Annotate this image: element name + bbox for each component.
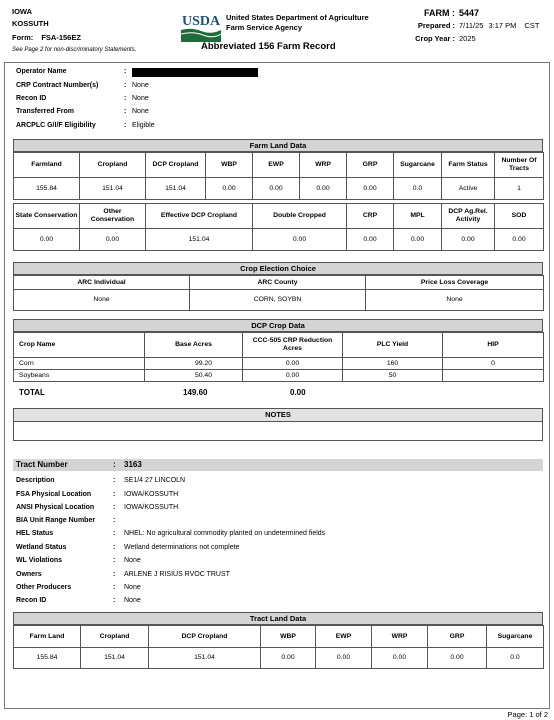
colon: : <box>113 544 116 551</box>
table-row <box>14 370 544 382</box>
column-header: GRP <box>347 153 394 178</box>
table-cell: None <box>366 290 544 311</box>
column-header: Cropland <box>81 626 149 648</box>
field-value: None <box>124 597 141 604</box>
field-label: Recon ID <box>16 597 47 604</box>
field-value: None <box>132 108 149 115</box>
dcp-crop-title: DCP Crop Data <box>13 319 543 332</box>
table-cell: 0.00 <box>347 229 394 251</box>
tract-land-data-title: Tract Land Data <box>13 612 543 625</box>
form-label: Form: <box>12 33 34 42</box>
table-cell: 0.00 <box>253 178 300 200</box>
column-header: DCP Ag.Rel. Activity <box>442 204 495 229</box>
field-label: Owners <box>16 571 42 578</box>
farm-land-header-row-2 <box>14 204 544 229</box>
farm-land-value-row-2 <box>14 229 544 251</box>
column-header: PLC Yield <box>343 333 443 358</box>
column-header: EWP <box>316 626 372 648</box>
colon: : <box>113 460 116 469</box>
prepared-date: 7/11/25 <box>459 21 484 30</box>
page-number: Page: 1 of 2 <box>507 710 548 719</box>
farm-land-table-2 <box>13 203 544 251</box>
total-label: TOTAL <box>19 388 45 397</box>
column-header: GRP <box>428 626 487 648</box>
table-cell: 0.00 <box>316 648 372 669</box>
colon: : <box>124 82 127 89</box>
field-value: IOWA/KOSSUTH <box>124 491 179 498</box>
column-header: DCP Cropland <box>146 153 206 178</box>
table-cell: 0.00 <box>442 229 495 251</box>
colon: : <box>124 108 127 115</box>
farm-land-value-row <box>14 178 544 200</box>
field-label: Recon ID <box>16 95 47 102</box>
column-header: Farm Status <box>442 153 495 178</box>
table-cell: 0.00 <box>80 229 146 251</box>
crop-election-title: Crop Election Choice <box>13 262 543 275</box>
field-label: Operator Name <box>16 68 67 75</box>
colon: : <box>113 477 116 484</box>
table-cell: 0.00 <box>300 178 347 200</box>
table-cell: 160 <box>343 358 443 370</box>
tract-number: 3163 <box>124 460 142 469</box>
column-header: State Conservation <box>14 204 80 229</box>
field-value: Wetland determinations not complete <box>124 544 240 551</box>
colon: : <box>113 597 116 604</box>
table-cell: 151.04 <box>80 178 146 200</box>
table-cell: 151.04 <box>149 648 261 669</box>
column-header: Number Of Tracts <box>495 153 544 178</box>
table-cell: 0.00 <box>428 648 487 669</box>
table-cell: 0.00 <box>372 648 428 669</box>
tract-land-table <box>13 625 544 669</box>
column-header: WRP <box>300 153 347 178</box>
field-label: CRP Contract Number(s) <box>16 82 99 89</box>
field-label: ANSI Physical Location <box>16 504 95 511</box>
column-header: Farmland <box>14 153 80 178</box>
crop-election-header-row <box>14 276 544 290</box>
field-value: SE1/4 27 LINCOLN <box>124 477 186 484</box>
farm-land-data-title: Farm Land Data <box>13 139 543 152</box>
record-title: Abbreviated 156 Farm Record <box>201 41 336 52</box>
usda-logo <box>181 12 221 42</box>
column-header: Crop Name <box>14 333 145 358</box>
field-value: IOWA/KOSSUTH <box>124 504 179 511</box>
colon: : <box>113 557 116 564</box>
column-header: CRP <box>347 204 394 229</box>
table-cell: 0.00 <box>261 648 316 669</box>
column-header: HIP <box>443 333 544 358</box>
crop-election-value-row <box>14 290 544 311</box>
table-cell: 155.84 <box>14 648 81 669</box>
column-header: DCP Cropland <box>149 626 261 648</box>
table-cell: 151.04 <box>146 178 206 200</box>
tract-number-bar <box>13 459 543 471</box>
nondiscrimination-note: See Page 2 for non-discriminatory Statements. <box>12 47 137 53</box>
field-value: None <box>124 584 141 591</box>
table-cell: CORN, SOYBN <box>190 290 366 311</box>
column-header: Double Cropped <box>253 204 347 229</box>
colon: : <box>113 530 116 537</box>
header-left <box>12 6 136 56</box>
colon: : <box>113 491 116 498</box>
colon: : <box>113 571 116 578</box>
table-cell: 151.04 <box>81 648 149 669</box>
field-value: ARLENE J RISIUS RVOC TRUST <box>124 571 230 578</box>
crop-year: 2025 <box>459 34 476 43</box>
field-label: BIA Unit Range Number <box>16 517 96 524</box>
prepared-label: Prepared : <box>417 21 455 30</box>
table-cell: 151.04 <box>146 229 253 251</box>
farm-number-row <box>405 6 539 19</box>
column-header: ARC Individual <box>14 276 190 290</box>
column-header: EWP <box>253 153 300 178</box>
dcp-crop-table <box>13 332 544 382</box>
header-right <box>405 6 539 45</box>
column-header: WRP <box>372 626 428 648</box>
form-id <box>12 32 136 44</box>
column-header: CCC-505 CRP Reduction Acres <box>243 333 343 358</box>
table-cell: 0.00 <box>206 178 253 200</box>
crop-election-table <box>13 275 544 311</box>
colon: : <box>124 95 127 102</box>
field-value: Eligible <box>132 122 155 129</box>
column-header: SOD <box>495 204 544 229</box>
total-base-acres: 149.60 <box>183 388 208 397</box>
field-value: None <box>132 95 149 102</box>
farm-land-header-row <box>14 153 544 178</box>
column-header: Sugarcane <box>394 153 442 178</box>
total-crp-reduction: 0.00 <box>290 388 306 397</box>
field-value: None <box>132 82 149 89</box>
table-cell: 155.84 <box>14 178 80 200</box>
table-cell: 1 <box>495 178 544 200</box>
operator-fields <box>16 68 536 138</box>
redacted-operator-name <box>132 68 258 77</box>
column-header: ARC County <box>190 276 366 290</box>
farm-number: 5447 <box>459 7 480 18</box>
field-label: Other Producers <box>16 584 72 591</box>
table-cell <box>443 370 544 382</box>
tract-number-label: Tract Number <box>16 460 68 469</box>
form-number: FSA-156EZ <box>41 33 81 42</box>
colon: : <box>113 584 116 591</box>
agency-line2: Farm Service Agency <box>226 23 303 32</box>
column-header: Cropland <box>80 153 146 178</box>
column-header: Sugarcane <box>487 626 544 648</box>
notes-title: NOTES <box>13 408 543 422</box>
notes-box <box>13 421 543 441</box>
field-label: Transferred From <box>16 108 74 115</box>
table-cell: 0.00 <box>243 358 343 370</box>
table-row <box>14 358 544 370</box>
table-cell: Soybeans <box>14 370 145 382</box>
agency-line1: United States Department of Agriculture <box>226 13 369 22</box>
prepared-time: 3:17 PM <box>488 21 517 30</box>
table-cell: 0 <box>443 358 544 370</box>
table-cell: 0.00 <box>243 370 343 382</box>
table-cell: 50.40 <box>145 370 243 382</box>
field-value: NHEL: No agricultural commodity planted on undetermined fields <box>124 530 326 537</box>
colon: : <box>113 517 116 524</box>
table-cell: Corn <box>14 358 145 370</box>
colon: : <box>113 504 116 511</box>
tract-land-value-row <box>14 648 544 669</box>
column-header: MPL <box>394 204 442 229</box>
field-label: FSA Physical Location <box>16 491 92 498</box>
column-header: Effective DCP Cropland <box>146 204 253 229</box>
table-cell: 99.20 <box>145 358 243 370</box>
column-header: Other Conservation <box>80 204 146 229</box>
table-cell: 0.00 <box>253 229 347 251</box>
field-value: None <box>124 557 141 564</box>
prepared-tz: CST <box>524 21 540 30</box>
table-cell: 50 <box>343 370 443 382</box>
farm-land-table-1 <box>13 152 544 200</box>
column-header: Price Loss Coverage <box>366 276 544 290</box>
tract-land-header-row <box>14 626 544 648</box>
field-label: ARCPLC G/I/F Eligibility <box>16 122 96 129</box>
column-header: Farm Land <box>14 626 81 648</box>
tract-fields <box>16 477 536 607</box>
table-cell: 0.00 <box>347 178 394 200</box>
field-label: Wetland Status <box>16 544 67 551</box>
column-header: Base Acres <box>145 333 243 358</box>
table-cell: None <box>14 290 190 311</box>
table-cell: 0.00 <box>495 229 544 251</box>
farm-label: FARM : <box>424 7 455 18</box>
county: KOSSUTH <box>12 19 49 28</box>
field-label: WL Violations <box>16 557 63 564</box>
crop-year-row <box>405 32 539 45</box>
table-cell: Active <box>442 178 495 200</box>
agency-name <box>226 13 369 33</box>
usda-logo-text: USDA <box>182 14 221 29</box>
table-cell: 0.0 <box>487 648 544 669</box>
column-header: WBP <box>261 626 316 648</box>
state: IOWA <box>12 7 32 16</box>
column-header: WBP <box>206 153 253 178</box>
colon: : <box>124 68 127 75</box>
table-cell: 0.00 <box>14 229 80 251</box>
field-label: HEL Status <box>16 530 54 537</box>
table-cell: 0.0 <box>394 178 442 200</box>
table-cell: 0.00 <box>394 229 442 251</box>
colon: : <box>124 122 127 129</box>
prepared-row <box>405 19 539 32</box>
crop-year-label: Crop Year : <box>415 34 455 43</box>
dcp-crop-header-row <box>14 333 544 358</box>
field-label: Description <box>16 477 55 484</box>
